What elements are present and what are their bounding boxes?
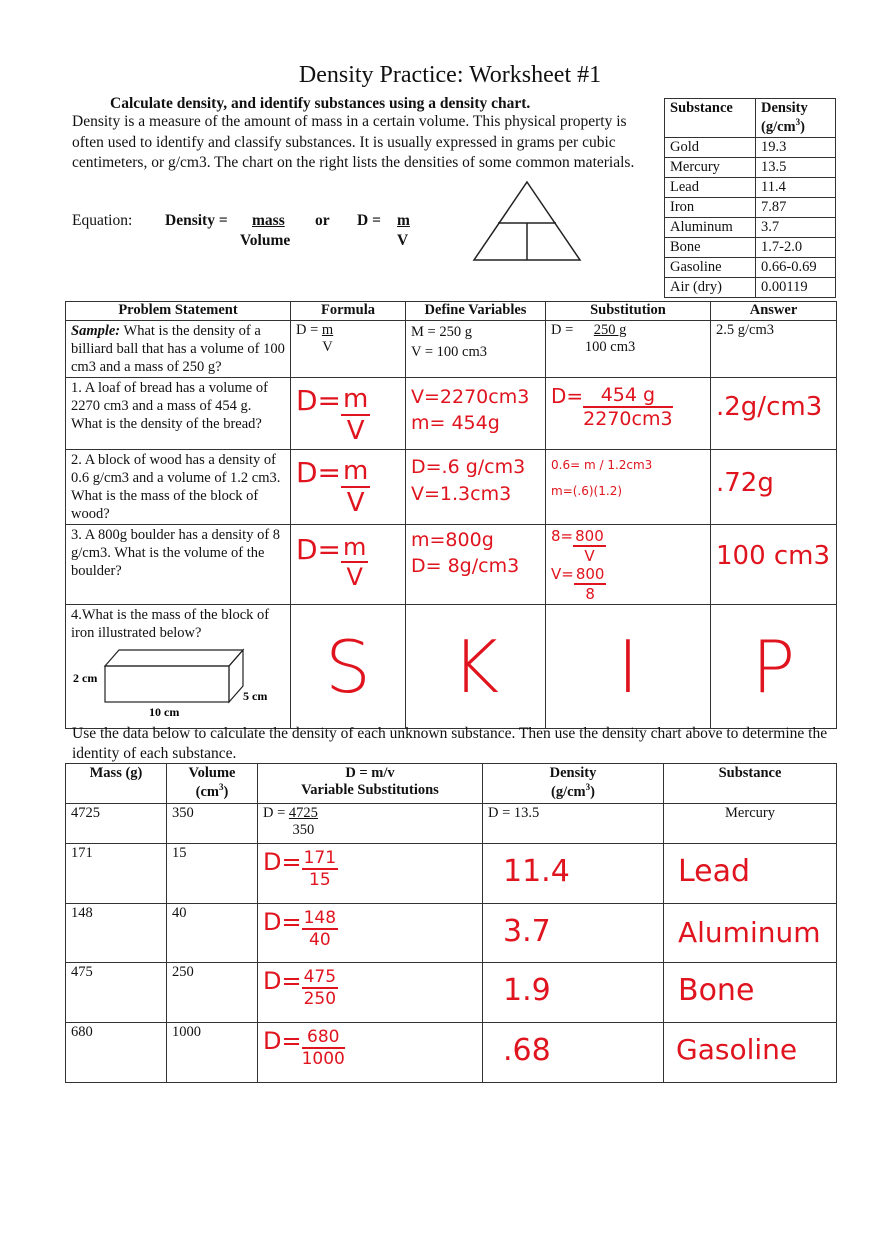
sample-label: Sample:: [71, 323, 121, 339]
mass-cell: 475: [66, 963, 167, 1023]
substance-cell: Mercury: [664, 804, 837, 844]
sample-var-mass: M = 250 g: [411, 324, 472, 340]
problem-2-formula-numerator: m: [343, 456, 369, 486]
hw-numerator: 148: [303, 908, 337, 928]
substitution-cell: [258, 804, 483, 844]
unknowns-table: [65, 763, 837, 1083]
sample-variables: [406, 321, 546, 378]
problem-1-formula: [291, 378, 406, 450]
density-cell: 3.7: [756, 217, 836, 237]
sample-text: What is the density of a billiard ball that has a volume of 100 cm3 and a mass of 250 g?: [71, 323, 285, 375]
problem-3-statement: 3. A 800g boulder has a density of 8 g/cm3. What is the volume of the boulder?: [66, 525, 291, 605]
volume-cell: 350: [167, 804, 258, 844]
substance-cell: Lead: [664, 844, 837, 904]
density-chart-header: [665, 99, 836, 138]
problem-row-2: [66, 450, 837, 525]
substance-cell: Air (dry): [665, 277, 756, 297]
problem-1-formula-denominator: V: [346, 416, 365, 446]
sample-sub-denominator: 100 cm3: [584, 339, 636, 355]
problem-3-sub-2-denominator: 8: [585, 585, 595, 603]
problem-1-variables: [406, 378, 546, 450]
density-cell: 13.5: [756, 157, 836, 177]
sample-var-volume: V = 100 cm3: [411, 344, 487, 360]
problem-row-4: [66, 605, 837, 729]
header-mass: Mass (g): [66, 764, 167, 804]
substitution-cell: [258, 904, 483, 963]
problem-3-substitution: [546, 525, 711, 605]
density-cell: 3.7: [483, 904, 664, 963]
density-triangle-diagram: [472, 180, 582, 262]
density-chart-header-density: Density $(g/cm^3)$: [756, 99, 836, 138]
density-cell: 19.3: [756, 137, 836, 157]
hw-numerator: 171: [303, 848, 337, 868]
unknowns-header-row: [66, 764, 837, 804]
problem-1-formula-numerator: m: [343, 384, 369, 414]
problem-3-sub-1-left: 8=: [551, 527, 574, 545]
hw-denominator: 15: [309, 870, 331, 890]
substance-cell: Aluminum: [665, 217, 756, 237]
intro-paragraph: Density is a measure of the amount of mass in a certain volume. This physical property is often used to identify and classify substances. It is usually expressed in grams per cubic centimeters, or g/cm3. The chart on the right lists the densities of some common materials.: [72, 113, 635, 171]
problem-2-sub-line-1: 0.6= m / 1.2cm3: [551, 458, 653, 472]
substance-cell: Gasoline: [665, 257, 756, 277]
density-cell: D = 13.5: [483, 804, 664, 844]
problem-2-formula-left: D=: [296, 456, 342, 489]
problem-4-statement: [66, 605, 291, 729]
problem-1-sub-left: D=: [551, 384, 584, 408]
table-row: [665, 237, 836, 257]
unknowns-row-1: [66, 844, 837, 904]
hw-prefix: D=: [263, 1027, 302, 1055]
sample-formula-denominator: V: [322, 339, 333, 355]
table-row: [665, 137, 836, 157]
table-row: [665, 277, 836, 297]
problem-row-1: [66, 378, 837, 450]
unknowns-row-4: [66, 1023, 837, 1083]
problem-2-statement: 2. A block of wood has a density of 0.6 g/cm3 and a volume of 1.2 cm3. What is the mass of the block of wood?: [66, 450, 291, 525]
skip-letter-s: S: [291, 605, 406, 729]
sample-formula-numerator: m: [321, 322, 334, 338]
substance-cell: Lead: [665, 177, 756, 197]
density-cell: .68: [483, 1023, 664, 1083]
problem-2-substitution: [546, 450, 711, 525]
volume-cell: 15: [167, 844, 258, 904]
sample-formula-left: D =: [296, 322, 319, 338]
problems-header-row: [66, 302, 837, 321]
unknowns-sample-row: [66, 804, 837, 844]
equation-label: Equation:: [72, 212, 133, 229]
problem-1-sub-numerator: 454 g: [583, 384, 672, 408]
header-volume: Volume $(cm^3)$: [167, 764, 258, 804]
problem-2-var-density: D=.6 g/cm3: [411, 456, 526, 478]
sample-formula: [291, 321, 406, 378]
problem-row-3: [66, 525, 837, 605]
volume-cell: 1000: [167, 1023, 258, 1083]
subtitle: Calculate density, and identify substances using a density chart.: [110, 95, 531, 112]
equation-symbol-left: D =: [357, 212, 381, 229]
header-answer: Answer: [711, 302, 837, 321]
equation-word-left: Density =: [165, 212, 228, 229]
hw-prefix: D=: [263, 848, 302, 876]
equation-symbol-numerator: m: [397, 212, 410, 229]
density-cell: 1.7-2.0: [756, 237, 836, 257]
mass-cell: 680: [66, 1023, 167, 1083]
problem-2-answer: .72g: [711, 450, 837, 525]
problem-1-answer: .2g/cm3: [711, 378, 837, 450]
hw-prefix: D=: [263, 967, 302, 995]
instructions-unknowns: Use the data below to calculate the density of each unknown substance. Then use the density chart above to determine the identity of each substance.: [72, 725, 828, 762]
table-row: [665, 177, 836, 197]
problem-1-substitution: [546, 378, 711, 450]
mass-cell: 171: [66, 844, 167, 904]
header-variable-substitutions: Variable Substitutions: [301, 782, 439, 798]
header-dmv: D = m/v: [345, 765, 395, 781]
hw-denominator: 40: [309, 930, 331, 950]
density-cell: 0.66-0.69: [756, 257, 836, 277]
density-cell: 11.4: [483, 844, 664, 904]
problem-3-formula: [291, 525, 406, 605]
density-cell: 1.9: [483, 963, 664, 1023]
dim-depth-label: 5 cm: [243, 689, 268, 703]
sample-row: [66, 321, 837, 378]
sample-answer: 2.5 g/cm3: [711, 321, 837, 378]
volume-cell: 40: [167, 904, 258, 963]
density-chart-header-substance: Substance: [665, 99, 756, 138]
problem-2-sub-line-2: m=(.6)(1.2): [551, 484, 623, 498]
problem-2-var-volume: V=1.3cm3: [411, 483, 512, 505]
sample-sub-numerator: 250 g: [593, 322, 627, 338]
problem-3-sub-step-1: [551, 527, 705, 565]
substance-cell: Bone: [665, 237, 756, 257]
problems-table: [65, 301, 837, 729]
problem-3-answer: 100 cm3: [711, 525, 837, 605]
problem-3-sub-1-denominator: V: [584, 547, 595, 565]
problem-1-var-volume: V=2270cm3: [411, 386, 530, 408]
problem-2-formula-denominator: V: [346, 488, 365, 518]
problem-3-sub-2-numerator: 800: [575, 565, 605, 583]
density-chart: [664, 98, 836, 298]
hw-denominator: 250: [303, 989, 337, 1009]
problem-3-sub-step-2: [551, 565, 705, 603]
equation-symbol-denominator: V: [397, 232, 409, 249]
dim-width-label: 10 cm: [149, 705, 180, 716]
density-cell: 11.4: [756, 177, 836, 197]
sample-sub-left: D =: [551, 322, 574, 338]
volume-cell: 250: [167, 963, 258, 1023]
iron-block-diagram: [71, 642, 281, 716]
table-row: [665, 157, 836, 177]
header-density: Density $(g/cm^3)$: [483, 764, 664, 804]
problem-3-var-density: D= 8g/cm3: [411, 555, 520, 577]
equation-word-denominator: Volume: [240, 232, 291, 249]
sample-sub-denominator: 350: [292, 822, 315, 838]
hw-numerator: 680: [302, 1027, 345, 1049]
problem-3-formula-left: D=: [296, 533, 342, 566]
page-title: Density Practice: Worksheet #1: [298, 62, 602, 88]
substance-cell: Aluminum: [664, 904, 837, 963]
equation-word-numerator: mass: [252, 212, 285, 229]
skip-letter-p: P: [711, 605, 837, 729]
problem-1-var-mass: m= 454g: [411, 412, 500, 434]
problem-1-formula-left: D=: [296, 384, 342, 417]
problem-3-formula-numerator: m: [343, 533, 367, 561]
sample-substitution: [546, 321, 711, 378]
substance-cell: Iron: [665, 197, 756, 217]
problem-4-text: 4.What is the mass of the block of iron illustrated below?: [71, 607, 270, 641]
sample-sub-left: D =: [263, 805, 286, 821]
problem-3-sub-2-left: V=: [551, 565, 574, 583]
table-row: [665, 257, 836, 277]
hw-numerator: 475: [303, 967, 337, 987]
table-row: [665, 197, 836, 217]
problem-1-sub-denominator: 2270cm3: [583, 408, 673, 430]
sample-sub-numerator: 4725: [288, 805, 318, 821]
table-row: [665, 217, 836, 237]
substance-cell: Mercury: [665, 157, 756, 177]
substitution-cell: [258, 1023, 483, 1083]
header-problem-statement: Problem Statement: [66, 302, 291, 321]
density-cell: 7.87: [756, 197, 836, 217]
substitution-cell: [258, 963, 483, 1023]
problem-1-statement: 1. A loaf of bread has a volume of 2270 cm3 and a mass of 454 g. What is the density of the bread?: [66, 378, 291, 450]
problem-2-formula: [291, 450, 406, 525]
header-substitutions: [258, 764, 483, 804]
substance-cell: Bone: [664, 963, 837, 1023]
problem-2-variables: [406, 450, 546, 525]
hw-prefix: D=: [263, 908, 302, 936]
unknowns-row-2: [66, 904, 837, 963]
density-cell: 0.00119: [756, 277, 836, 297]
mass-cell: 148: [66, 904, 167, 963]
unknowns-row-3: [66, 963, 837, 1023]
substance-cell: Gasoline: [664, 1023, 837, 1083]
header-substance: Substance: [664, 764, 837, 804]
problem-3-formula-denominator: V: [346, 563, 363, 591]
header-substitution: Substitution: [546, 302, 711, 321]
substance-cell: Gold: [665, 137, 756, 157]
skip-letter-k: K: [406, 605, 546, 729]
sample-statement: [66, 321, 291, 378]
header-define-variables: Define Variables: [406, 302, 546, 321]
header-formula: Formula: [291, 302, 406, 321]
hw-denominator: 1000: [301, 1049, 345, 1069]
problem-3-sub-1-numerator: 800: [575, 527, 604, 545]
equation-or: or: [315, 212, 330, 229]
mass-cell: 4725: [66, 804, 167, 844]
skip-letter-i: I: [546, 605, 711, 729]
dim-height-label: 2 cm: [73, 671, 98, 685]
problem-3-variables: [406, 525, 546, 605]
problem-3-var-mass: m=800g: [411, 529, 494, 551]
substitution-cell: [258, 844, 483, 904]
